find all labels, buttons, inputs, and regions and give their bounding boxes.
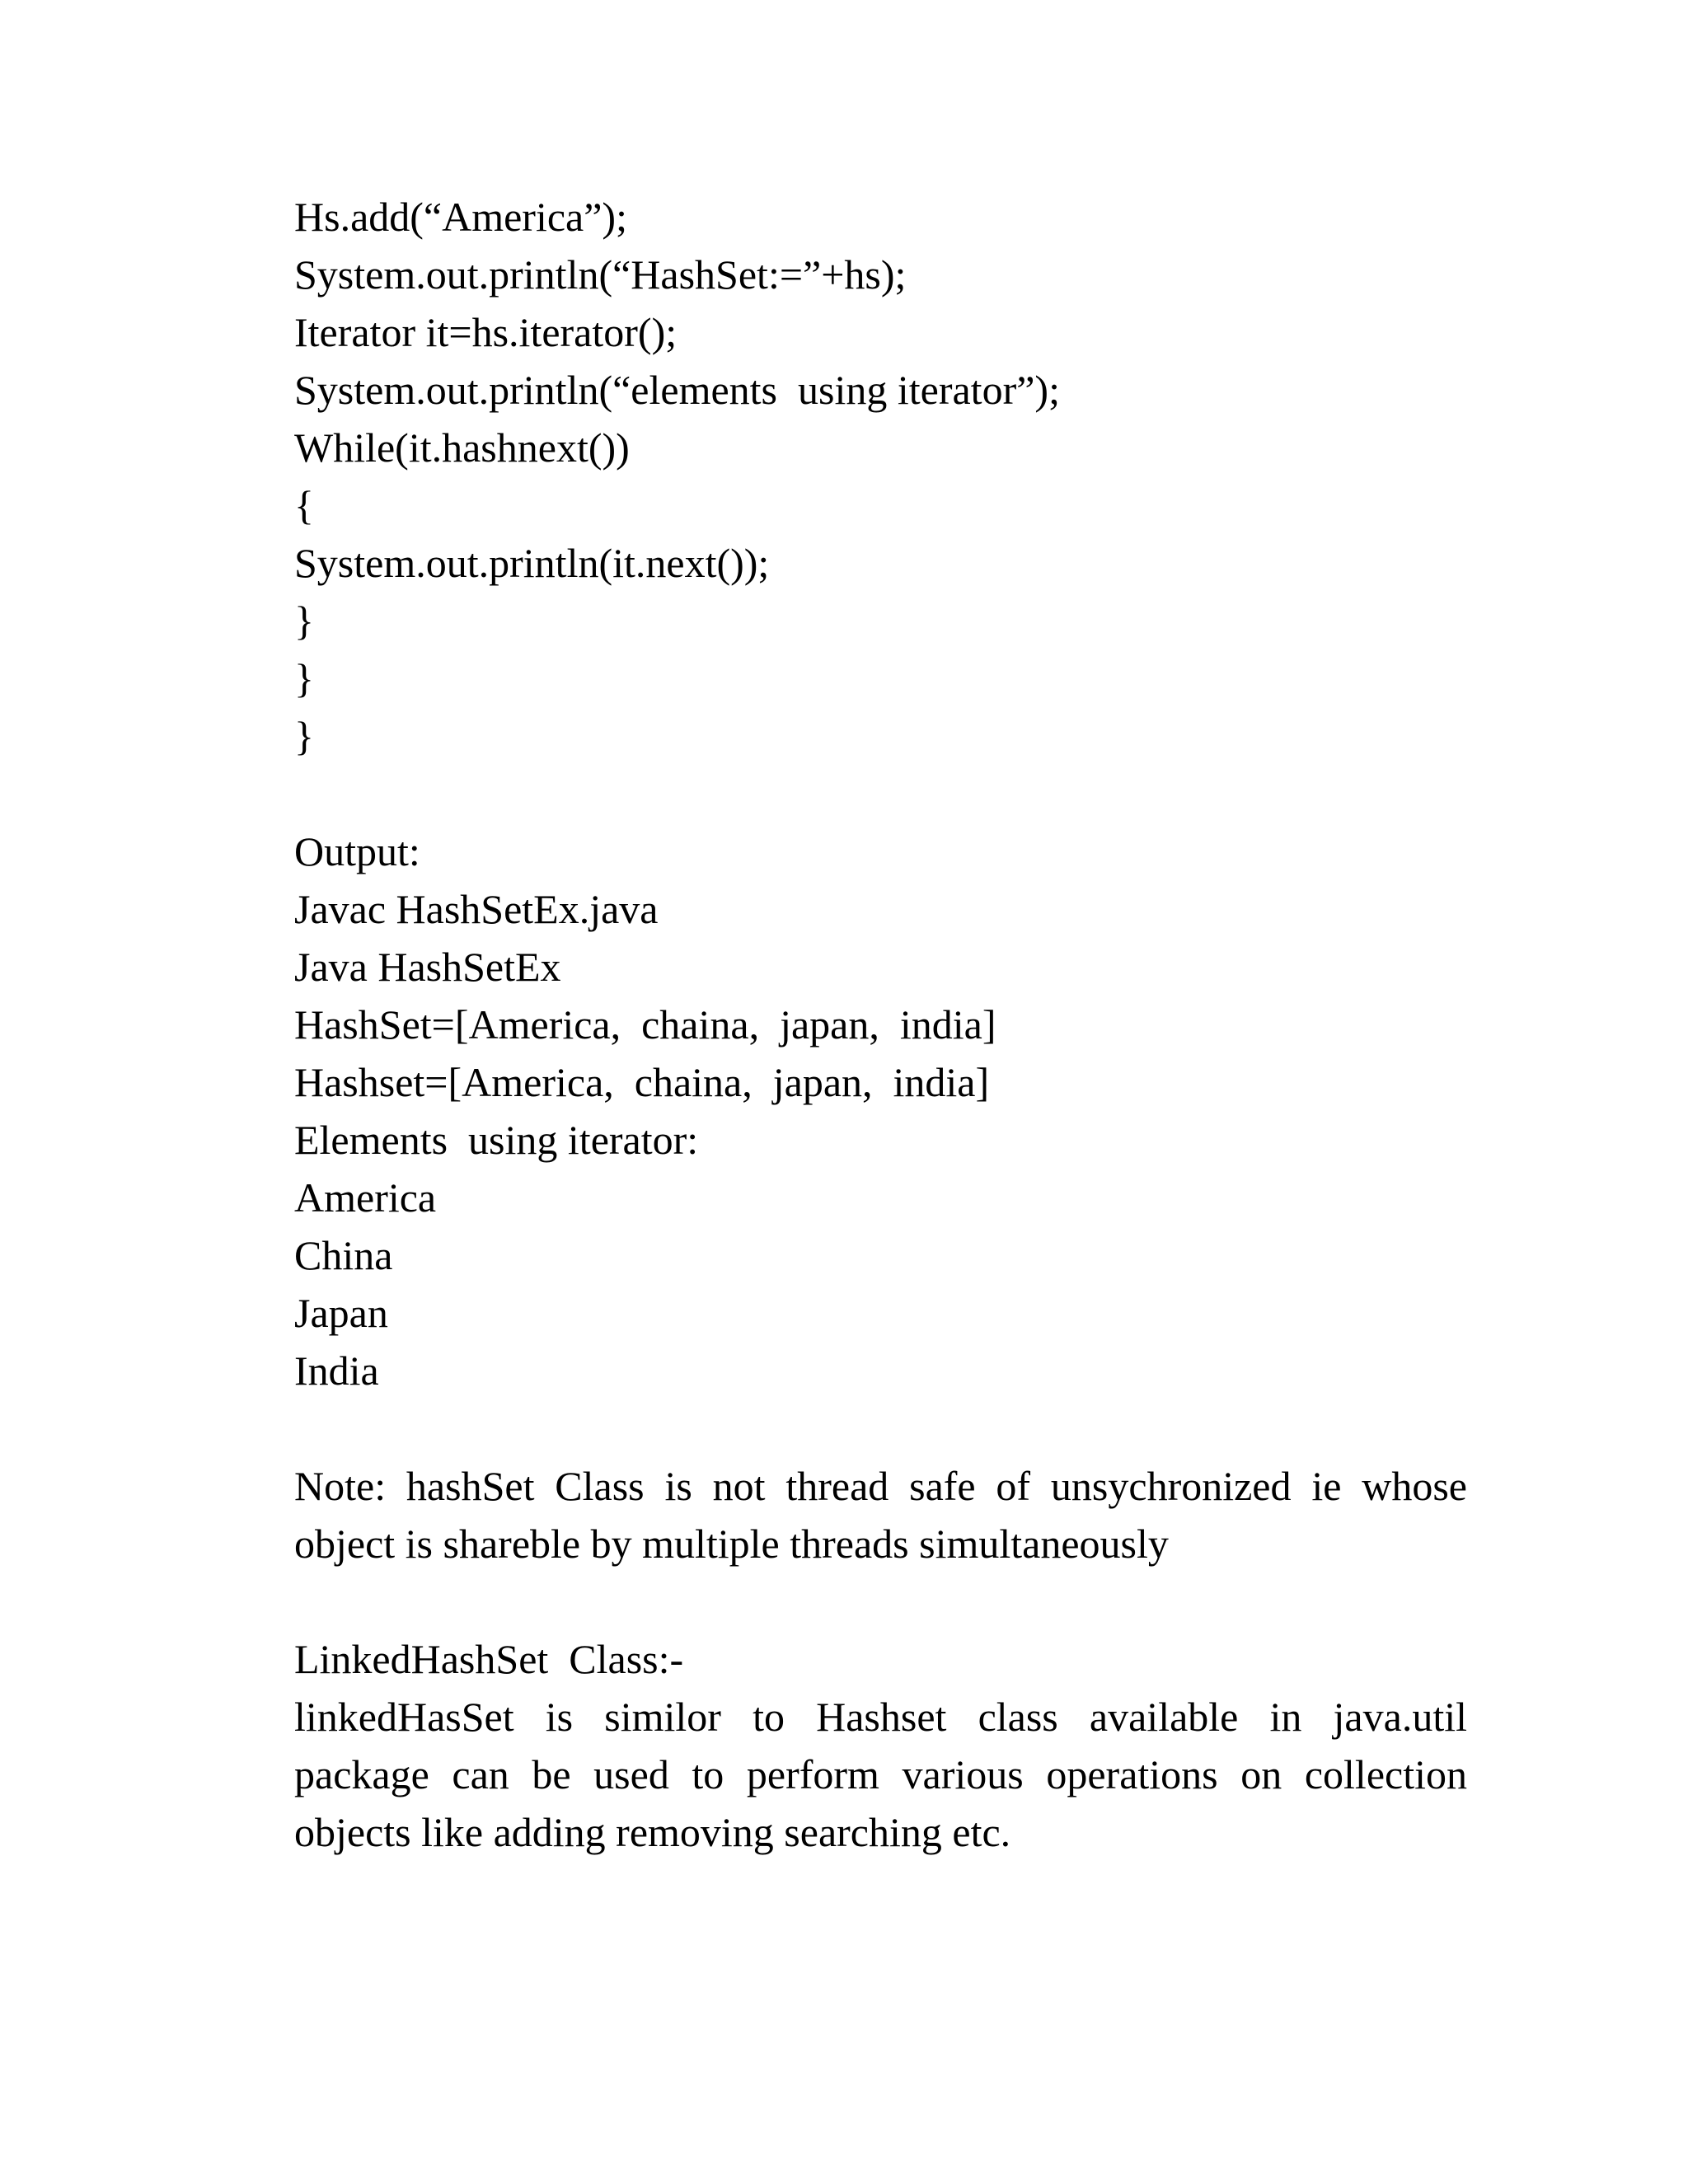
- code-line: System.out.println(“HashSet:=”+hs);: [294, 251, 907, 298]
- output-block: [294, 823, 1467, 1399]
- output-line: Japan: [294, 1290, 388, 1336]
- output-line: India: [294, 1347, 379, 1394]
- note-paragraph: [294, 1457, 1467, 1572]
- note-line: Note: hashSet Class is not thread safe of unsychronized ie whose: [294, 1463, 1467, 1509]
- paragraph-line: linkedHasSet is similor to Hashset class available in java.util: [294, 1694, 1467, 1740]
- section-paragraph: [294, 1688, 1467, 1861]
- note-line: object is shareble by multiple threads simultaneously: [294, 1521, 1169, 1567]
- code-line: }: [294, 598, 314, 644]
- paragraph-line: package can be used to perform various operations on collection: [294, 1751, 1467, 1797]
- code-line: {: [294, 482, 314, 528]
- output-line: HashSet=[America, chaina, japan, india]: [294, 1001, 996, 1047]
- code-line: }: [294, 655, 314, 701]
- code-block: [294, 188, 1467, 765]
- output-line: Elements using iterator:: [294, 1117, 699, 1163]
- code-line: Hs.add(“America”);: [294, 194, 627, 240]
- spacer: [294, 765, 1467, 823]
- output-line: China: [294, 1232, 393, 1278]
- code-line: Iterator it=hs.iterator();: [294, 309, 678, 355]
- code-line: While(it.hashnext()): [294, 424, 630, 471]
- output-line: America: [294, 1174, 437, 1221]
- code-line: System.out.println(“elements using iterator”);: [294, 367, 1060, 413]
- code-line: System.out.println(it.next());: [294, 540, 770, 586]
- output-heading: Output:: [294, 828, 420, 874]
- paragraph-line: objects like adding removing searching etc.: [294, 1809, 1011, 1855]
- spacer: [294, 1572, 1467, 1630]
- output-line: Javac HashSetEx.java: [294, 886, 659, 932]
- code-line: }: [294, 713, 314, 759]
- page-content: [294, 188, 1467, 1861]
- output-line: Java HashSetEx: [294, 944, 561, 990]
- output-line: Hashset=[America, chaina, japan, india]: [294, 1059, 990, 1105]
- spacer: [294, 1399, 1467, 1457]
- section-heading: LinkedHashSet Class:-: [294, 1636, 684, 1682]
- linked-hashset-section: [294, 1630, 1467, 1861]
